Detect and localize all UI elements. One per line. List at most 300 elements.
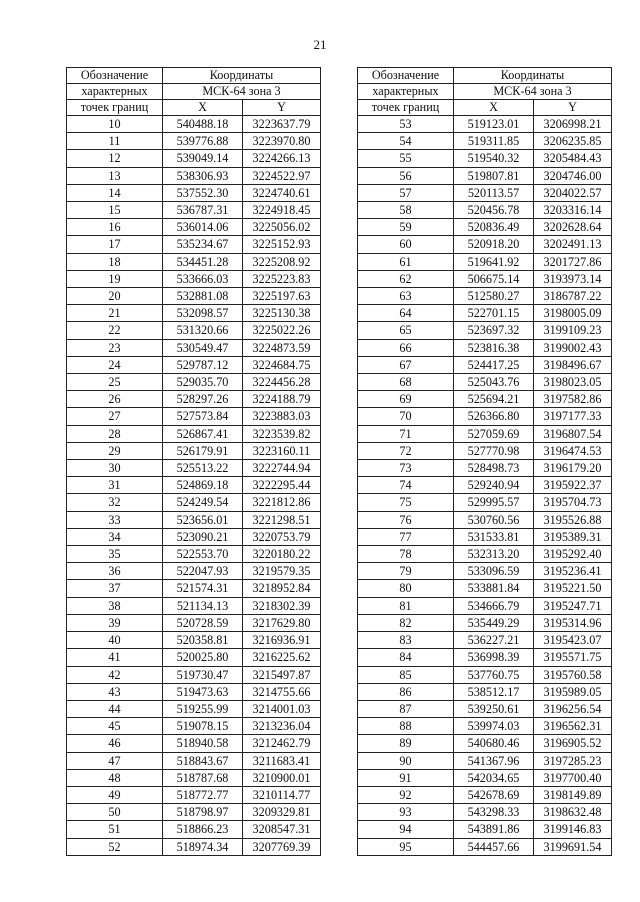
x-coordinate-cell: 522047.93 [163, 563, 243, 580]
table-row [358, 150, 612, 167]
x-coordinate-cell: 519807.81 [454, 167, 534, 184]
point-id-cell: 54 [358, 133, 454, 150]
header-designation: точек границ [67, 100, 163, 116]
y-coordinate-cell: 3195221.50 [534, 580, 612, 597]
page-number: 21 [313, 37, 327, 52]
x-coordinate-cell: 522553.70 [163, 546, 243, 563]
point-id-cell: 23 [67, 339, 163, 356]
point-id-cell: 51 [67, 821, 163, 838]
x-coordinate-cell: 525694.21 [454, 391, 534, 408]
x-coordinate-cell: 544457.66 [454, 838, 534, 855]
table-row [67, 494, 321, 511]
point-id-cell: 94 [358, 821, 454, 838]
point-id-cell: 83 [358, 632, 454, 649]
point-id-cell: 78 [358, 546, 454, 563]
y-coordinate-cell: 3211683.41 [243, 752, 321, 769]
y-coordinate-cell: 3195922.37 [534, 477, 612, 494]
table-row [67, 219, 321, 236]
x-coordinate-cell: 520918.20 [454, 236, 534, 253]
table-row [67, 752, 321, 769]
y-coordinate-cell: 3223637.79 [243, 116, 321, 133]
point-id-cell: 95 [358, 838, 454, 855]
table-row [67, 356, 321, 373]
table-row [67, 632, 321, 649]
x-coordinate-cell: 533881.84 [454, 580, 534, 597]
point-id-cell: 84 [358, 649, 454, 666]
table-row [67, 838, 321, 855]
header-x: X [454, 100, 534, 116]
point-id-cell: 20 [67, 288, 163, 305]
x-coordinate-cell: 527770.98 [454, 442, 534, 459]
table-row [67, 700, 321, 717]
y-coordinate-cell: 3197285.23 [534, 752, 612, 769]
table-row [358, 632, 612, 649]
y-coordinate-cell: 3220753.79 [243, 528, 321, 545]
point-id-cell: 79 [358, 563, 454, 580]
table-row [358, 700, 612, 717]
point-id-cell: 35 [67, 546, 163, 563]
point-id-cell: 62 [358, 270, 454, 287]
x-coordinate-cell: 537760.75 [454, 666, 534, 683]
table-row [358, 528, 612, 545]
x-coordinate-cell: 534666.79 [454, 597, 534, 614]
header-coordinates: Координаты [454, 68, 612, 84]
x-coordinate-cell: 536014.06 [163, 219, 243, 236]
header-coordinate-system: МСК-64 зона 3 [454, 84, 612, 100]
x-coordinate-cell: 519730.47 [163, 666, 243, 683]
x-coordinate-cell: 542678.69 [454, 786, 534, 803]
table-row [67, 735, 321, 752]
point-id-cell: 10 [67, 116, 163, 133]
point-id-cell: 14 [67, 184, 163, 201]
point-id-cell: 72 [358, 442, 454, 459]
point-id-cell: 55 [358, 150, 454, 167]
point-id-cell: 21 [67, 305, 163, 322]
y-coordinate-cell: 3205484.43 [534, 150, 612, 167]
point-id-cell: 41 [67, 649, 163, 666]
x-coordinate-cell: 520358.81 [163, 632, 243, 649]
x-coordinate-cell: 518787.68 [163, 769, 243, 786]
table-body-right [358, 116, 612, 856]
table-row [358, 718, 612, 735]
table-row [67, 614, 321, 631]
table-row [67, 649, 321, 666]
table-row [358, 270, 612, 287]
point-id-cell: 92 [358, 786, 454, 803]
y-coordinate-cell: 3198005.09 [534, 305, 612, 322]
y-coordinate-cell: 3195247.71 [534, 597, 612, 614]
point-id-cell: 31 [67, 477, 163, 494]
header-designation: характерных [67, 84, 163, 100]
header-coordinate-system: МСК-64 зона 3 [163, 84, 321, 100]
table-row [67, 683, 321, 700]
table-row [358, 253, 612, 270]
y-coordinate-cell: 3225223.83 [243, 270, 321, 287]
point-id-cell: 73 [358, 460, 454, 477]
y-coordinate-cell: 3199109.23 [534, 322, 612, 339]
y-coordinate-cell: 3224918.45 [243, 202, 321, 219]
point-id-cell: 24 [67, 356, 163, 373]
point-id-cell: 12 [67, 150, 163, 167]
x-coordinate-cell: 523697.32 [454, 322, 534, 339]
table-row [67, 116, 321, 133]
table-row [67, 322, 321, 339]
point-id-cell: 65 [358, 322, 454, 339]
header-designation: Обозначение [358, 68, 454, 84]
x-coordinate-cell: 524869.18 [163, 477, 243, 494]
point-id-cell: 18 [67, 253, 163, 270]
point-id-cell: 25 [67, 374, 163, 391]
y-coordinate-cell: 3195292.40 [534, 546, 612, 563]
point-id-cell: 49 [67, 786, 163, 803]
y-coordinate-cell: 3223883.03 [243, 408, 321, 425]
header-designation: характерных [358, 84, 454, 100]
table-row [67, 563, 321, 580]
point-id-cell: 88 [358, 718, 454, 735]
point-id-cell: 11 [67, 133, 163, 150]
table-row [67, 374, 321, 391]
table-row [358, 339, 612, 356]
table-row [358, 202, 612, 219]
x-coordinate-cell: 535234.67 [163, 236, 243, 253]
y-coordinate-cell: 3198023.05 [534, 374, 612, 391]
x-coordinate-cell: 529240.94 [454, 477, 534, 494]
x-coordinate-cell: 533096.59 [454, 563, 534, 580]
point-id-cell: 30 [67, 460, 163, 477]
y-coordinate-cell: 3195704.73 [534, 494, 612, 511]
x-coordinate-cell: 525043.76 [454, 374, 534, 391]
y-coordinate-cell: 3198149.89 [534, 786, 612, 803]
x-coordinate-cell: 528297.26 [163, 391, 243, 408]
table-row [358, 167, 612, 184]
y-coordinate-cell: 3223970.80 [243, 133, 321, 150]
point-id-cell: 45 [67, 718, 163, 735]
header-y: Y [243, 100, 321, 116]
table-row [67, 184, 321, 201]
point-id-cell: 66 [358, 339, 454, 356]
table-row [358, 597, 612, 614]
table-row [67, 769, 321, 786]
point-id-cell: 53 [358, 116, 454, 133]
table-row [67, 288, 321, 305]
point-id-cell: 32 [67, 494, 163, 511]
x-coordinate-cell: 533666.03 [163, 270, 243, 287]
table-row [67, 460, 321, 477]
table-row [67, 305, 321, 322]
point-id-cell: 38 [67, 597, 163, 614]
table-row [67, 804, 321, 821]
point-id-cell: 29 [67, 442, 163, 459]
y-coordinate-cell: 3221812.86 [243, 494, 321, 511]
x-coordinate-cell: 520728.59 [163, 614, 243, 631]
y-coordinate-cell: 3207769.39 [243, 838, 321, 855]
y-coordinate-cell: 3214001.03 [243, 700, 321, 717]
y-coordinate-cell: 3224266.13 [243, 150, 321, 167]
table-row [358, 666, 612, 683]
point-id-cell: 75 [358, 494, 454, 511]
header-designation: Обозначение [67, 68, 163, 84]
y-coordinate-cell: 3222295.44 [243, 477, 321, 494]
point-id-cell: 61 [358, 253, 454, 270]
table-row [358, 391, 612, 408]
y-coordinate-cell: 3199002.43 [534, 339, 612, 356]
table-row [358, 580, 612, 597]
point-id-cell: 85 [358, 666, 454, 683]
x-coordinate-cell: 506675.14 [454, 270, 534, 287]
table-row [67, 425, 321, 442]
point-id-cell: 17 [67, 236, 163, 253]
y-coordinate-cell: 3210900.01 [243, 769, 321, 786]
point-id-cell: 58 [358, 202, 454, 219]
y-coordinate-cell: 3195571.75 [534, 649, 612, 666]
y-coordinate-cell: 3193973.14 [534, 270, 612, 287]
y-coordinate-cell: 3201727.86 [534, 253, 612, 270]
x-coordinate-cell: 539250.61 [454, 700, 534, 717]
table-row [358, 460, 612, 477]
table-row [358, 356, 612, 373]
y-coordinate-cell: 3196256.54 [534, 700, 612, 717]
y-coordinate-cell: 3213236.04 [243, 718, 321, 735]
x-coordinate-cell: 529035.70 [163, 374, 243, 391]
table-row [358, 683, 612, 700]
y-coordinate-cell: 3198632.48 [534, 804, 612, 821]
point-id-cell: 56 [358, 167, 454, 184]
y-coordinate-cell: 3210114.77 [243, 786, 321, 803]
y-coordinate-cell: 3218302.39 [243, 597, 321, 614]
x-coordinate-cell: 519255.99 [163, 700, 243, 717]
point-id-cell: 40 [67, 632, 163, 649]
point-id-cell: 13 [67, 167, 163, 184]
x-coordinate-cell: 530549.47 [163, 339, 243, 356]
y-coordinate-cell: 3202491.13 [534, 236, 612, 253]
x-coordinate-cell: 534451.28 [163, 253, 243, 270]
x-coordinate-cell: 526867.41 [163, 425, 243, 442]
x-coordinate-cell: 536227.21 [454, 632, 534, 649]
x-coordinate-cell: 526366.80 [454, 408, 534, 425]
point-id-cell: 42 [67, 666, 163, 683]
y-coordinate-cell: 3195423.07 [534, 632, 612, 649]
x-coordinate-cell: 531320.66 [163, 322, 243, 339]
x-coordinate-cell: 538512.17 [454, 683, 534, 700]
table-row [358, 546, 612, 563]
x-coordinate-cell: 519078.15 [163, 718, 243, 735]
table-row [67, 150, 321, 167]
x-coordinate-cell: 531533.81 [454, 528, 534, 545]
x-coordinate-cell: 520836.49 [454, 219, 534, 236]
point-id-cell: 22 [67, 322, 163, 339]
y-coordinate-cell: 3196474.53 [534, 442, 612, 459]
y-coordinate-cell: 3215497.87 [243, 666, 321, 683]
y-coordinate-cell: 3220180.22 [243, 546, 321, 563]
point-id-cell: 59 [358, 219, 454, 236]
x-coordinate-cell: 518843.67 [163, 752, 243, 769]
x-coordinate-cell: 518866.23 [163, 821, 243, 838]
table-row [358, 786, 612, 803]
x-coordinate-cell: 527573.84 [163, 408, 243, 425]
y-coordinate-cell: 3198496.67 [534, 356, 612, 373]
x-coordinate-cell: 524417.25 [454, 356, 534, 373]
table-row [67, 270, 321, 287]
y-coordinate-cell: 3197177.33 [534, 408, 612, 425]
y-coordinate-cell: 3218952.84 [243, 580, 321, 597]
point-id-cell: 91 [358, 769, 454, 786]
table-row [358, 425, 612, 442]
table-row [358, 374, 612, 391]
point-id-cell: 90 [358, 752, 454, 769]
x-coordinate-cell: 518772.77 [163, 786, 243, 803]
point-id-cell: 37 [67, 580, 163, 597]
y-coordinate-cell: 3195989.05 [534, 683, 612, 700]
table-row [67, 528, 321, 545]
x-coordinate-cell: 538306.93 [163, 167, 243, 184]
table-row [67, 786, 321, 803]
x-coordinate-cell: 519641.92 [454, 253, 534, 270]
table-row [67, 477, 321, 494]
y-coordinate-cell: 3195760.58 [534, 666, 612, 683]
point-id-cell: 71 [358, 425, 454, 442]
table-row [67, 253, 321, 270]
point-id-cell: 46 [67, 735, 163, 752]
x-coordinate-cell: 536787.31 [163, 202, 243, 219]
point-id-cell: 44 [67, 700, 163, 717]
table-row [358, 838, 612, 855]
x-coordinate-cell: 523656.01 [163, 511, 243, 528]
table-row [358, 184, 612, 201]
table-row [358, 804, 612, 821]
table-row [67, 236, 321, 253]
x-coordinate-cell: 532098.57 [163, 305, 243, 322]
table-row [67, 202, 321, 219]
y-coordinate-cell: 3224873.59 [243, 339, 321, 356]
point-id-cell: 64 [358, 305, 454, 322]
y-coordinate-cell: 3216225.62 [243, 649, 321, 666]
y-coordinate-cell: 3224684.75 [243, 356, 321, 373]
y-coordinate-cell: 3222744.94 [243, 460, 321, 477]
table-row [358, 563, 612, 580]
x-coordinate-cell: 530760.56 [454, 511, 534, 528]
x-coordinate-cell: 527059.69 [454, 425, 534, 442]
x-coordinate-cell: 519311.85 [454, 133, 534, 150]
x-coordinate-cell: 526179.91 [163, 442, 243, 459]
y-coordinate-cell: 3199691.54 [534, 838, 612, 855]
x-coordinate-cell: 518940.58 [163, 735, 243, 752]
y-coordinate-cell: 3197582.86 [534, 391, 612, 408]
point-id-cell: 36 [67, 563, 163, 580]
point-id-cell: 86 [358, 683, 454, 700]
point-id-cell: 47 [67, 752, 163, 769]
point-id-cell: 74 [358, 477, 454, 494]
table-row [358, 116, 612, 133]
table-row [67, 546, 321, 563]
x-coordinate-cell: 520113.57 [454, 184, 534, 201]
x-coordinate-cell: 529787.12 [163, 356, 243, 373]
table-row [358, 614, 612, 631]
point-id-cell: 70 [358, 408, 454, 425]
y-coordinate-cell: 3199146.83 [534, 821, 612, 838]
table-row [358, 494, 612, 511]
x-coordinate-cell: 543298.33 [454, 804, 534, 821]
table-row [67, 666, 321, 683]
table-row [67, 167, 321, 184]
y-coordinate-cell: 3202628.64 [534, 219, 612, 236]
point-id-cell: 81 [358, 597, 454, 614]
table-row [67, 339, 321, 356]
point-id-cell: 76 [358, 511, 454, 528]
x-coordinate-cell: 540680.46 [454, 735, 534, 752]
y-coordinate-cell: 3195236.41 [534, 563, 612, 580]
x-coordinate-cell: 543891.86 [454, 821, 534, 838]
table-row [358, 649, 612, 666]
table-row [67, 718, 321, 735]
table-body-left [67, 116, 321, 856]
point-id-cell: 60 [358, 236, 454, 253]
point-id-cell: 89 [358, 735, 454, 752]
y-coordinate-cell: 3225056.02 [243, 219, 321, 236]
point-id-cell: 57 [358, 184, 454, 201]
y-coordinate-cell: 3196807.54 [534, 425, 612, 442]
y-coordinate-cell: 3186787.22 [534, 288, 612, 305]
point-id-cell: 19 [67, 270, 163, 287]
header-x: X [163, 100, 243, 116]
point-id-cell: 33 [67, 511, 163, 528]
table-row [358, 821, 612, 838]
point-id-cell: 93 [358, 804, 454, 821]
point-id-cell: 87 [358, 700, 454, 717]
table-row [358, 408, 612, 425]
y-coordinate-cell: 3206998.21 [534, 116, 612, 133]
point-id-cell: 82 [358, 614, 454, 631]
point-id-cell: 80 [358, 580, 454, 597]
table-row [67, 580, 321, 597]
x-coordinate-cell: 532881.08 [163, 288, 243, 305]
point-id-cell: 52 [67, 838, 163, 855]
table-row [67, 391, 321, 408]
y-coordinate-cell: 3214755.66 [243, 683, 321, 700]
x-coordinate-cell: 519123.01 [454, 116, 534, 133]
table-row [67, 442, 321, 459]
y-coordinate-cell: 3212462.79 [243, 735, 321, 752]
point-id-cell: 15 [67, 202, 163, 219]
x-coordinate-cell: 523816.38 [454, 339, 534, 356]
x-coordinate-cell: 518974.34 [163, 838, 243, 855]
y-coordinate-cell: 3225022.26 [243, 322, 321, 339]
x-coordinate-cell: 520456.78 [454, 202, 534, 219]
x-coordinate-cell: 521134.13 [163, 597, 243, 614]
table-row [358, 305, 612, 322]
x-coordinate-cell: 528498.73 [454, 460, 534, 477]
y-coordinate-cell: 3206235.85 [534, 133, 612, 150]
x-coordinate-cell: 512580.27 [454, 288, 534, 305]
table-row [358, 236, 612, 253]
y-coordinate-cell: 3204746.00 [534, 167, 612, 184]
y-coordinate-cell: 3217629.80 [243, 614, 321, 631]
x-coordinate-cell: 529995.57 [454, 494, 534, 511]
point-id-cell: 16 [67, 219, 163, 236]
table-row [67, 821, 321, 838]
y-coordinate-cell: 3225152.93 [243, 236, 321, 253]
x-coordinate-cell: 537552.30 [163, 184, 243, 201]
point-id-cell: 48 [67, 769, 163, 786]
point-id-cell: 68 [358, 374, 454, 391]
x-coordinate-cell: 518798.97 [163, 804, 243, 821]
table-row [358, 322, 612, 339]
point-id-cell: 28 [67, 425, 163, 442]
x-coordinate-cell: 524249.54 [163, 494, 243, 511]
coordinates-table-left [66, 67, 321, 856]
y-coordinate-cell: 3195389.31 [534, 528, 612, 545]
table-row [67, 133, 321, 150]
y-coordinate-cell: 3225208.92 [243, 253, 321, 270]
